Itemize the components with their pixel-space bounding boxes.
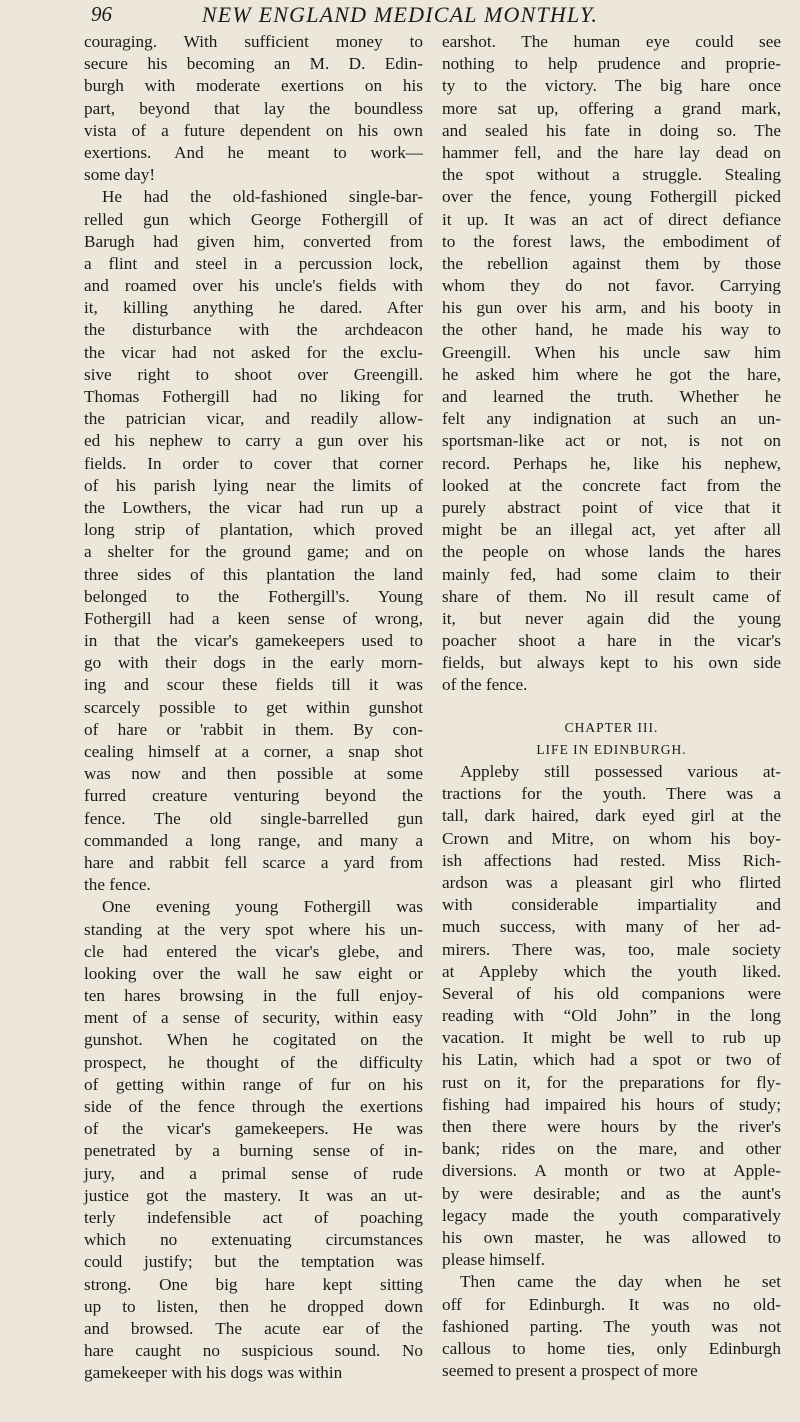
text-line: share of them. No ill result came of [442, 586, 781, 606]
text-line: his own master, he was allowed to [442, 1227, 781, 1247]
text-line: hare and rabbit fell scarce a yard from [84, 852, 423, 872]
text-line: tall, dark haired, dark eyed girl at the [442, 806, 781, 826]
text-line: some day! [84, 165, 156, 185]
text-line: the vicar had not asked for the exclu- [84, 342, 423, 362]
text-line: the patrician vicar, and readily allow- [84, 409, 423, 429]
text-line: secure his becoming an M. D. Edin- [84, 54, 423, 74]
text-line: go with their dogs in the early morn- [84, 653, 423, 673]
text-line: over the fence, young Fothergill picked [442, 187, 781, 207]
text-line: the rebellion against them by those [442, 253, 781, 273]
text-line: One evening young Fothergill was [102, 897, 423, 917]
text-line: a flint and steel in a percussion lock, [84, 253, 423, 273]
text-line: Several of his old companions were [442, 983, 781, 1003]
text-line: the people on whose lands the hares [442, 542, 781, 562]
text-line: off for Edinburgh. It was no old- [442, 1294, 781, 1314]
text-line: prospect, he thought of the difficulty [84, 1052, 423, 1072]
text-line: terly indefensible act of poaching [84, 1207, 423, 1227]
text-line: purely abstract point of vice that it [442, 497, 781, 517]
text-line: commanded a long range, and many a [84, 830, 423, 850]
text-line: his gun over his arm, and his booty in [442, 298, 781, 318]
text-line: Appleby still possessed various at- [460, 762, 781, 781]
text-line: ty to the victory. The big hare once [442, 76, 781, 96]
text-line: ish affections had rested. Miss Rich- [442, 850, 781, 870]
text-line: much success, with many of her ad- [442, 917, 781, 937]
text-line: felt any indignation at such an un- [442, 409, 781, 429]
text-line: gunshot. When he cogitated on the [84, 1030, 423, 1050]
text-line: at Appleby which the youth liked. [442, 961, 781, 981]
text-line: fishing had impaired his hours of study; [442, 1094, 781, 1114]
text-line: couraging. With sufficient money to [84, 32, 423, 51]
text-line: belonged to the Fothergill's. Young [84, 586, 423, 606]
text-line: in that the vicar's gamekeepers used to [84, 631, 423, 651]
text-line: fence. The old single-barrelled gun [84, 808, 423, 828]
right-column [442, 31, 781, 1382]
text-line: three sides of this plantation the land [84, 564, 423, 584]
text-line: was now and then possible at some [84, 764, 423, 784]
text-line: standing at the very spot where his un- [84, 919, 423, 939]
text-line: Greengill. When his uncle saw him [442, 342, 781, 362]
text-line: vacation. It might be well to rub up [442, 1028, 781, 1048]
text-line: of hare or 'rabbit in them. By con- [84, 719, 423, 739]
text-line: could justify; but the temptation was [84, 1252, 423, 1272]
text-line: furred creature venturing beyond the [84, 786, 423, 806]
text-line: diversions. A month or two at Apple- [442, 1161, 781, 1181]
text-line: scarcely possible to get within gunshot [84, 697, 423, 717]
text-line: which no extenuating circumstances [84, 1230, 423, 1250]
running-head: NEW ENGLAND MEDICAL MONTHLY. [201, 2, 599, 27]
text-line: more sat up, offering a grand mark, [442, 98, 781, 118]
text-line: by were desirable; and as the aunt's [442, 1183, 781, 1203]
chapter-title: LIFE IN EDINBURGH. [536, 741, 687, 757]
text-line: justice got the mastery. It was an ut- [84, 1185, 423, 1205]
text-line: gamekeeper with his dogs was within [84, 1363, 343, 1383]
text-line: callous to home ties, only Edinburgh [442, 1338, 781, 1358]
text-line: the fence. [84, 875, 151, 895]
text-line: ment of a sense of security, within easy [84, 1008, 423, 1028]
text-line: and learned the truth. Whether he [442, 387, 781, 406]
text-line: fields, but always kept to his own side [442, 653, 781, 673]
text-line: looked at the concrete fact from the [442, 475, 781, 495]
text-line: poacher shoot a hare in the vicar's [442, 631, 781, 651]
text-line: ardson was a pleasant girl who flirted [442, 872, 781, 892]
text-line: relled gun which George Fothergill of [84, 209, 423, 229]
text-line: it up. It was an act of direct defiance [442, 209, 781, 229]
text-line: of the fence. [442, 675, 528, 695]
text-line: sportsman-like act or not, is not on [442, 431, 781, 451]
text-line: vista of a future dependent on his own [84, 120, 423, 140]
text-line: He had the old-fashioned single-bar- [102, 187, 423, 207]
text-line: Crown and Mitre, on whom his boy- [442, 828, 781, 848]
text-line: looking over the wall he saw eight or [84, 963, 423, 983]
text-line: strong. One big hare kept sitting [84, 1274, 423, 1294]
right-column-text-b [442, 761, 781, 1382]
text-line: cle had entered the vicar's glebe, and [84, 941, 423, 961]
right-column-text-a [442, 31, 781, 697]
text-line: Fothergill had a keen sense of wrong, [84, 608, 423, 628]
text-line: sive right to shoot over Greengill. [84, 364, 423, 384]
text-line: the spot without a struggle. Stealing [442, 165, 781, 185]
text-line: fashioned parting. The youth was not [442, 1316, 781, 1336]
text-line: it, killing anything he dared. After [84, 298, 423, 318]
text-line: and roamed over his uncle's fields with [84, 276, 423, 296]
text-line: of the vicar's gamekeepers. He was [84, 1119, 423, 1139]
text-line: ten hares browsing in the full enjoy- [84, 986, 423, 1006]
text-line: cealing himself at a corner, a snap shot [84, 742, 423, 761]
text-line: side of the fence through the exertions [84, 1097, 423, 1116]
text-line: it, but never again did the young [442, 608, 781, 628]
text-line: of getting within range of fur on his [84, 1074, 423, 1094]
text-line: mainly fed, had some claim to their [442, 564, 781, 584]
text-line: tractions for the youth. There was a [442, 784, 781, 804]
text-line: to the forest laws, the embodiment of [442, 231, 781, 251]
text-line: fields. In order to cover that corner [84, 453, 423, 473]
text-line: penetrated by a burning sense of in- [84, 1141, 423, 1161]
text-line: Then came the day when he set [460, 1272, 781, 1292]
page-number: 96 [91, 2, 112, 26]
text-line: exertions. And he meant to work— [84, 142, 423, 162]
text-line: and sealed his fate in doing so. The [442, 120, 781, 140]
text-line: bank; rides on the mare, and other [442, 1139, 781, 1159]
text-line: long strip of plantation, which proved [84, 520, 423, 540]
text-line: the Lowthers, the vicar had run up a [84, 497, 423, 517]
text-line: of his parish lying near the limits of [84, 475, 423, 495]
text-line: part, beyond that lay the boundless [84, 98, 423, 118]
text-line: his Latin, which had a spot or two of [442, 1050, 781, 1070]
text-line: legacy made the youth comparatively [442, 1205, 781, 1225]
page-header [0, 2, 800, 32]
text-line: with considerable impartiality and [442, 895, 781, 915]
text-line: rust on it, for the preparations for fly- [442, 1072, 781, 1092]
text-line: hammer fell, and the hare lay dead on [442, 142, 781, 162]
text-line: ed his nephew to carry a gun over his [84, 431, 423, 451]
text-line: jury, and a primal sense of rude [84, 1163, 423, 1183]
text-line: and browsed. The acute ear of the [84, 1318, 423, 1338]
text-line: then there were hours by the river's [442, 1117, 781, 1136]
text-line: Thomas Fothergill had no liking for [84, 387, 423, 406]
text-line: might be an illegal act, yet after all [442, 520, 781, 540]
text-line: earshot. The human eye could see [442, 32, 781, 51]
text-line: reading with “Old John” in the long [442, 1006, 781, 1026]
text-line: please himself. [442, 1250, 546, 1270]
text-line: ing and scour these fields till it was [84, 675, 423, 695]
text-line: nothing to help prudence and proprie- [442, 54, 781, 74]
text-line: the other hand, he made his way to [442, 320, 781, 340]
text-line: mirers. There was, too, male society [442, 939, 781, 959]
text-line: up to listen, then he dropped down [84, 1296, 423, 1316]
text-line: record. Perhaps he, like his nephew, [442, 453, 781, 473]
text-line: the disturbance with the archdeacon [84, 320, 423, 340]
text-line: he asked him where he got the hare, [442, 364, 781, 384]
left-column [84, 31, 423, 1384]
text-line: hare caught no suspicious sound. No [84, 1341, 423, 1361]
text-line: burgh with moderate exertions on his [84, 76, 423, 96]
text-line: seemed to present a prospect of more [442, 1361, 698, 1381]
text-line: Barugh had given him, converted from [84, 231, 423, 251]
chapter-number: CHAPTER III. [564, 719, 659, 735]
text-line: whom they do not favor. Carrying [442, 276, 781, 296]
text-line: a shelter for the ground game; and on [84, 542, 423, 562]
